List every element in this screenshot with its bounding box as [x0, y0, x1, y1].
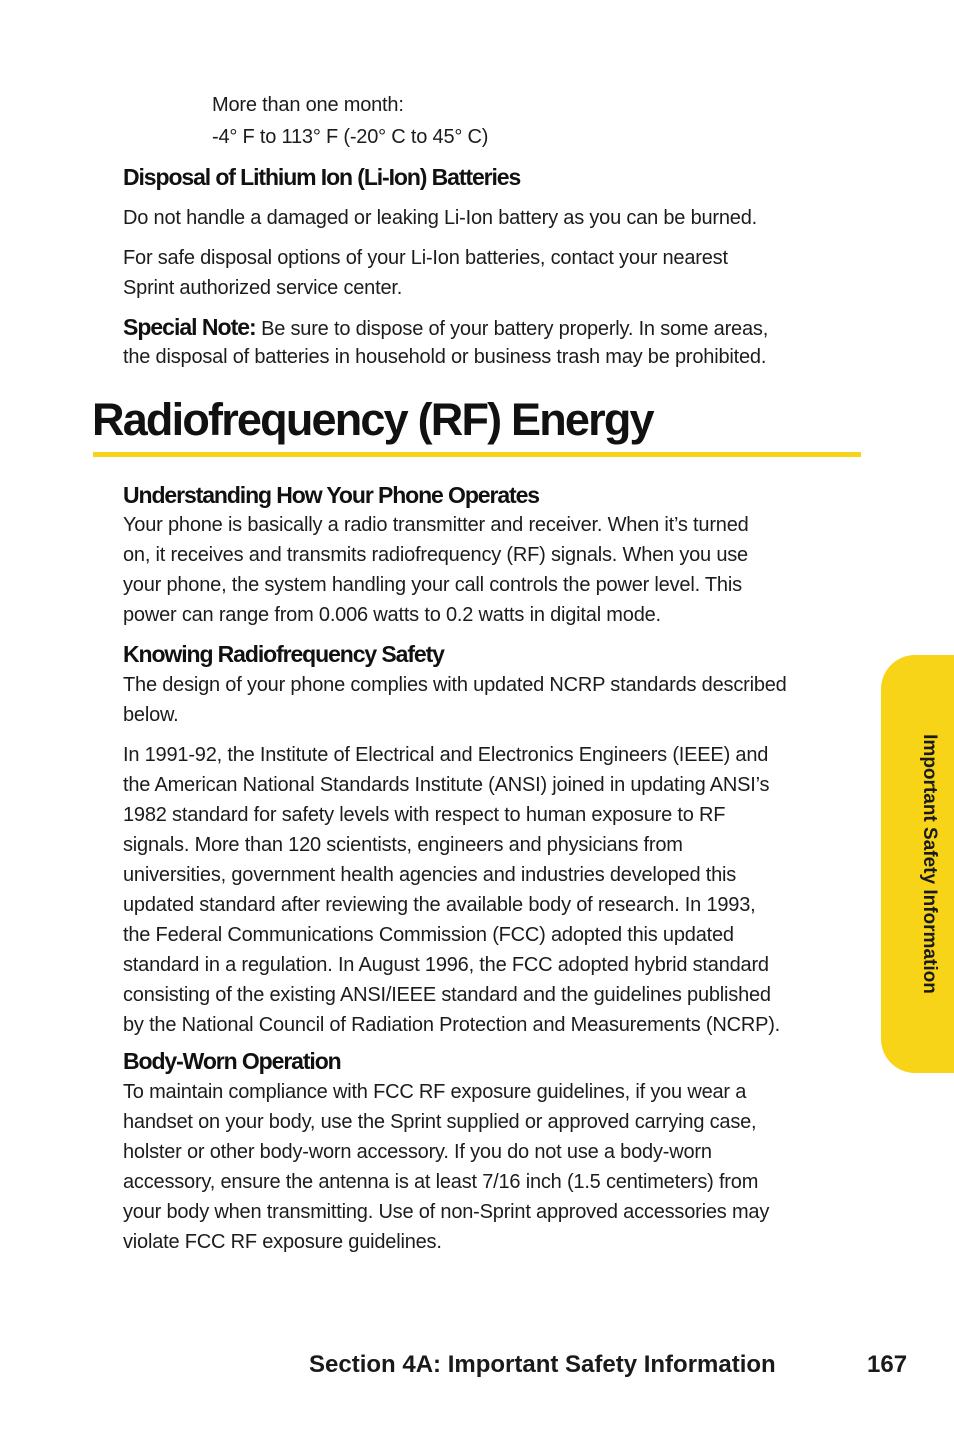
paragraph-line: universities, government health agencies and industries developed this: [123, 864, 737, 886]
bodyworn-heading: Body-Worn Operation: [123, 1048, 341, 1074]
paragraph-line: by the National Council of Radiation Protection and Measurements (NCRP).: [123, 1014, 781, 1036]
section-side-tab: [881, 655, 954, 1073]
paragraph-line: below.: [123, 704, 179, 726]
footer-section-title: Section 4A: Important Safety Information: [309, 1351, 776, 1378]
special-note-line-2: the disposal of batteries in household or business trash may be prohibited.: [123, 346, 767, 368]
understanding-paragraph: [123, 510, 868, 630]
paragraph-line: the American National Standards Institute (ANSI) joined in updating ANSI’s: [123, 774, 770, 796]
storage-line-1: More than one month:: [212, 94, 404, 116]
special-note-label: Special Note:: [123, 314, 256, 340]
paragraph-line: signals. More than 120 scientists, engineers and physicians from: [123, 834, 683, 856]
knowing-paragraph-2: [123, 740, 868, 1040]
knowing-heading: Knowing Radiofrequency Safety: [123, 641, 444, 667]
paragraph-line: standard in a regulation. In August 1996, the FCC adopted hybrid standard: [123, 954, 769, 976]
paragraph-line: your phone, the system handling your call controls the power level. This: [123, 574, 742, 596]
paragraph-line: In 1991-92, the Institute of Electrical and Electronics Engineers (IEEE) and: [123, 744, 769, 766]
paragraph-line: accessory, ensure the antenna is at least 7/16 inch (1.5 centimeters) from: [123, 1171, 759, 1193]
disposal-paragraph-1: Do not handle a damaged or leaking Li-Ion battery as you can be burned.: [123, 207, 758, 229]
paragraph-line: 1982 standard for safety levels with respect to human exposure to RF: [123, 804, 726, 826]
special-note-text: Be sure to dispose of your battery properly. In some areas,: [255, 318, 769, 340]
disposal-paragraph-2-line-1: For safe disposal options of your Li-Ion batteries, contact your nearest: [123, 247, 728, 269]
paragraph-line: the Federal Communications Commission (FCC) adopted this updated: [123, 924, 734, 946]
paragraph-line: holster or other body-worn accessory. If you do not use a body-worn: [123, 1141, 712, 1163]
title-underline: [93, 452, 861, 457]
disposal-heading: Disposal of Lithium Ion (Li-Ion) Batteries: [123, 164, 521, 190]
paragraph-line: To maintain compliance with FCC RF exposure guidelines, if you wear a: [123, 1081, 747, 1103]
page-number: 167: [867, 1351, 908, 1378]
paragraph-line: Your phone is basically a radio transmitter and receiver. When it’s turned: [123, 514, 749, 536]
paragraph-line: power can range from 0.006 watts to 0.2 watts in digital mode.: [123, 604, 661, 626]
paragraph-line: handset on your body, use the Sprint supplied or approved carrying case,: [123, 1111, 757, 1133]
knowing-paragraph-1: [123, 670, 868, 730]
side-tab-label: Important Safety Information: [919, 734, 940, 994]
paragraph-line: updated standard after reviewing the available body of research. In 1993,: [123, 894, 756, 916]
paragraph-line: on, it receives and transmits radiofrequency (RF) signals. When you use: [123, 544, 748, 566]
understanding-heading: Understanding How Your Phone Operates: [123, 482, 539, 508]
paragraph-line: consisting of the existing ANSI/IEEE standard and the guidelines published: [123, 984, 771, 1006]
page-title: Radiofrequency (RF) Energy: [92, 394, 653, 445]
disposal-paragraph-2-line-2: Sprint authorized service center.: [123, 277, 403, 299]
paragraph-line: your body when transmitting. Use of non-Sprint approved accessories may: [123, 1201, 770, 1223]
paragraph-line: violate FCC RF exposure guidelines.: [123, 1231, 442, 1253]
special-note: [123, 312, 868, 344]
paragraph-line: The design of your phone complies with updated NCRP standards described: [123, 674, 787, 696]
storage-line-2: -4° F to 113° F (-20° C to 45° C): [212, 126, 489, 148]
bodyworn-paragraph: [123, 1077, 868, 1257]
